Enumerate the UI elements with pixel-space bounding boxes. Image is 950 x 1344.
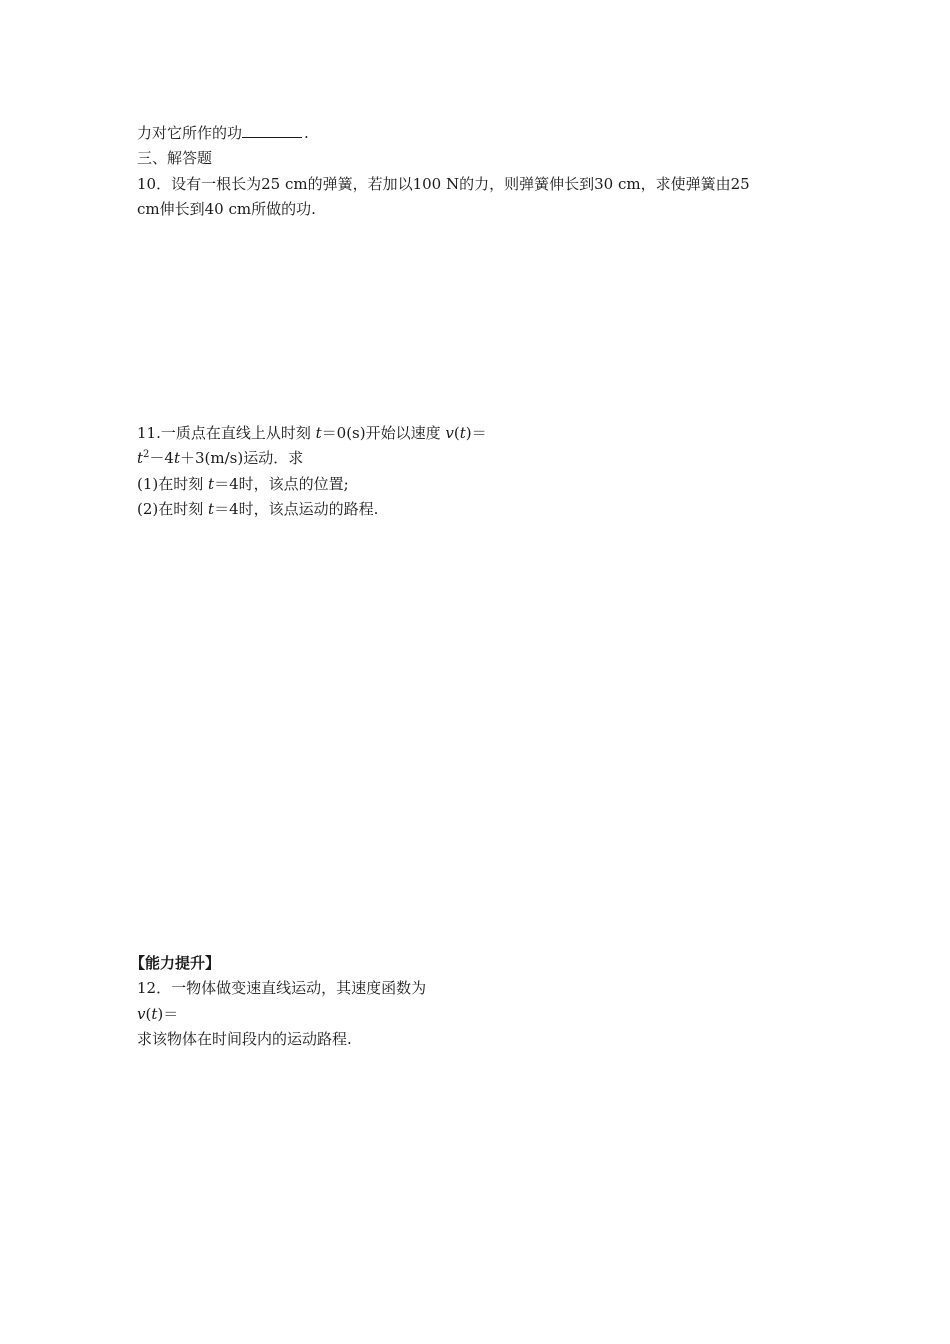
paren: ( [145,1005,152,1023]
q11-text: ＝4时，该点的位置; [214,475,349,493]
q11-text: 11.一质点在直线上从时刻 [137,424,316,442]
var-t: t [137,449,144,467]
var-t: t [459,424,466,442]
q11-text: ＋3(m/s)运动．求 [179,449,304,467]
q11-text: ＝4时，该点运动的路程. [214,500,379,518]
q11-part-1 [137,474,349,494]
q11-line-2 [137,448,303,468]
q11-text: )＝ [465,424,487,442]
exponent: 2 [143,449,150,460]
q10-line-2: cm伸长到40 cm所做的功. [137,200,316,218]
q12-line-1: 12．一物体做变速直线运动，其速度函数为 [137,979,427,997]
q9-tail-end: . [304,124,309,142]
var-v: v [137,1005,146,1023]
var-t: t [151,1005,158,1023]
ability-heading: 【能力提升】 [130,954,221,972]
q12-line-2 [137,1004,178,1024]
q11-part-2 [137,499,378,519]
q11-text: (1)在时刻 [137,475,209,493]
var-v: v [445,424,454,442]
q11-line-1 [137,423,487,443]
var-t: t [315,424,322,442]
q11-text: (2)在时刻 [137,500,209,518]
q12-text: )＝ [157,1005,179,1023]
q12-line-3: 求该物体在时间段内的运动路程. [137,1030,352,1048]
var-t: t [173,449,180,467]
q9-tail-line [137,123,309,143]
q9-tail-text: 力对它所作的功 [137,124,243,142]
var-t: t [208,500,215,518]
answer-blank[interactable] [242,123,302,138]
q11-text: ＝0(s)开始以速度 [321,424,446,442]
q10-line-1: 10．设有一根长为25 cm的弹簧，若加以100 N的力，则弹簧伸长到30 cm，求使弹簧由25 [137,175,750,193]
q11-text: －4 [149,449,174,467]
section-heading: 三、解答题 [137,149,213,167]
paren: ( [453,424,460,442]
var-t: t [208,475,215,493]
